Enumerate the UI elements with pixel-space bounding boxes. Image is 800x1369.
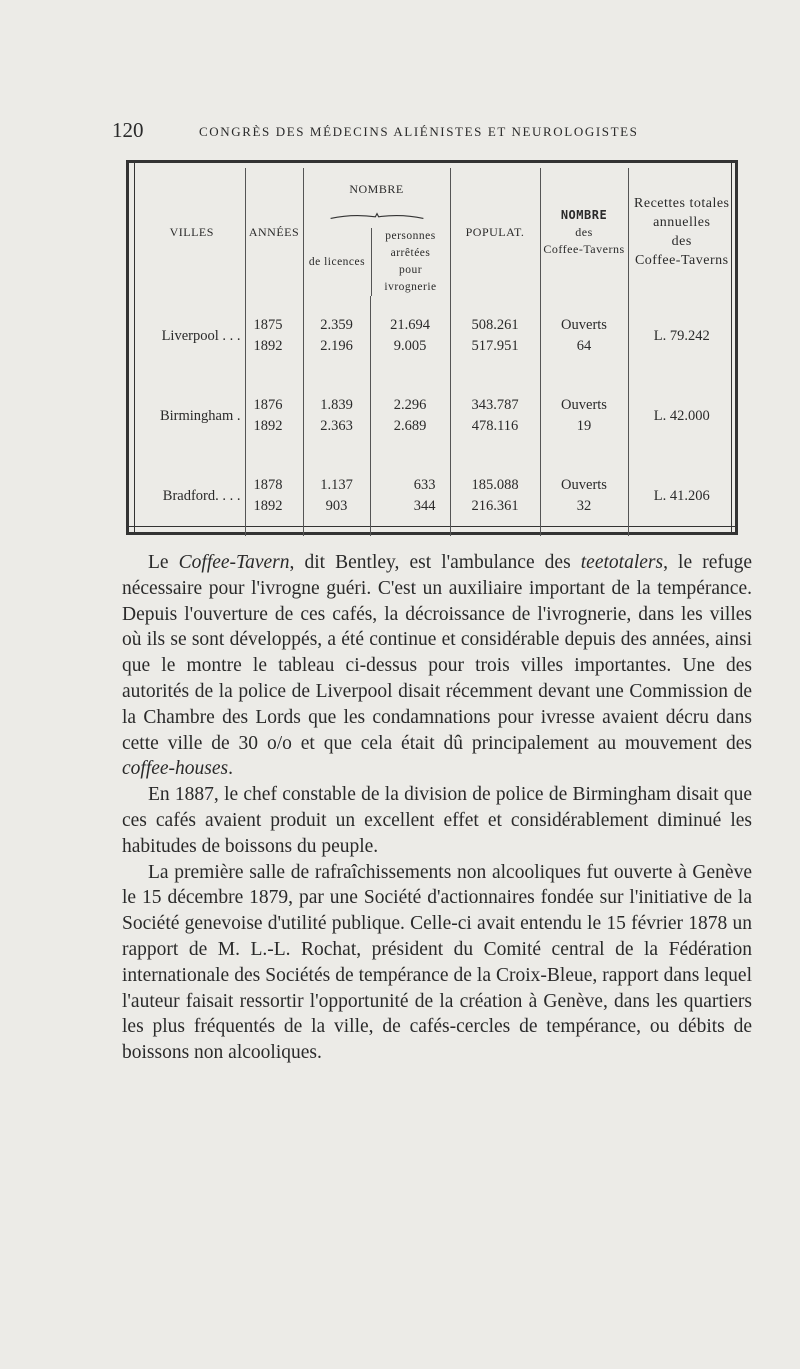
population-value: 517.951: [471, 338, 519, 354]
population-cell: [450, 296, 540, 376]
italic-coffee-tavern: Coffee-Tavern: [178, 552, 290, 573]
population-value: 216.361: [471, 498, 519, 514]
table-row: [139, 456, 735, 536]
taverns-cell: [540, 376, 628, 456]
taverns-cell: [540, 456, 628, 536]
personnes-line-4: ivrognerie: [384, 281, 437, 293]
coffee-count-line-2: des: [575, 224, 593, 239]
receipts-cell: L. 79.242: [628, 296, 735, 376]
text-run: , dit Bentley, est l'ambulance des: [289, 552, 581, 573]
coffee-count-line-1: NOMBRE: [560, 207, 608, 222]
year-value: 1892: [253, 338, 283, 354]
taverns-value: 64: [576, 338, 592, 354]
recettes-line-2: annuelles: [653, 215, 711, 230]
col-header-villes: VILLES: [169, 224, 214, 239]
table-row: [139, 296, 735, 376]
population-value: 478.116: [471, 418, 519, 434]
years-cell: [245, 376, 303, 456]
licences-value: 2.359: [320, 317, 353, 333]
col-header-personnes: [371, 228, 450, 296]
arrests-cell: [370, 296, 450, 376]
taverns-value: Ouverts: [561, 317, 607, 333]
year-value: 1892: [253, 418, 283, 434]
col-header-coffee-count: [540, 168, 628, 296]
arrests-value: 633: [413, 477, 436, 493]
licences-cell: [303, 376, 370, 456]
taverns-value: 19: [576, 418, 592, 434]
personnes-line-1: personnes: [385, 230, 436, 242]
population-cell: [450, 456, 540, 536]
col-header-populat: POPULAT.: [450, 168, 540, 296]
text-run: Le: [148, 552, 179, 573]
licences-value: 903: [325, 498, 348, 514]
italic-teetotalers: teetotalers: [580, 552, 664, 573]
arrests-cell: [370, 456, 450, 536]
page-header: [112, 118, 692, 148]
brace-icon: [317, 212, 437, 220]
city-liverpool: Liverpool . . .: [161, 327, 241, 344]
licences-value: 1.137: [320, 477, 353, 493]
year-value: 1878: [253, 477, 283, 493]
paragraph-3: La première salle de rafraîchissements non alcooliques fut ouverte à Genève le 15 décembre 1879, par une Société d'actionnaires fondée sur l'initiative de la Société genevoise d'utilité publique. Celle-ci avait entendu le 15 février 1878 un rapport de M. L.-L. Rochat, président du Comité central de la Fédération internationale des Sociétés de tempérance de la Croix-Bleue, rapport dans lequel l'auteur faisait ressortir l'opportunité de la création à Genève, dans les quartiers les plus fréquentés de la ville, de cafés-cercles de tempérance, ou débits de boissons non alcooliques.: [122, 861, 752, 1064]
city-bradford: Bradford. . . .: [162, 487, 241, 504]
year-value: 1875: [253, 317, 283, 333]
taverns-value: 32: [576, 498, 592, 514]
arrests-value: 2.296: [393, 397, 427, 413]
col-header-recettes: [628, 168, 735, 296]
years-cell: [245, 296, 303, 376]
col-header-nombre: NOMBRE: [349, 182, 404, 196]
body-text: [122, 550, 752, 1066]
paragraph-2: En 1887, le chef constable de la division de police de Birmingham disait que ces cafés avaient produit un excellent effet et considérablement diminué les habitudes de boissons du peuple.: [122, 784, 752, 857]
page-number: 120: [112, 118, 144, 142]
text-run: .: [228, 758, 234, 780]
recettes-line-4: Coffee-Taverns: [634, 253, 729, 268]
licences-value: 2.363: [320, 418, 353, 434]
taverns-value: Ouverts: [561, 397, 607, 413]
licences-value: 2.196: [320, 338, 353, 354]
italic-coffee-houses: coffee-houses: [122, 758, 229, 780]
receipts-cell: L. 42.000: [628, 376, 735, 456]
col-header-annees: ANNÉES: [245, 168, 303, 296]
table-row: [139, 376, 735, 456]
years-cell: [245, 456, 303, 536]
personnes-line-2: arrêtées: [390, 247, 431, 259]
coffee-count-line-3: Coffee-Taverns: [543, 241, 625, 256]
population-cell: [450, 376, 540, 456]
data-table: [139, 168, 735, 536]
year-value: 1876: [253, 397, 283, 413]
licences-cell: [303, 456, 370, 536]
statistics-table: [126, 160, 738, 535]
receipts-cell: L. 41.206: [628, 456, 735, 536]
population-value: 343.787: [471, 397, 519, 413]
taverns-value: Ouverts: [561, 477, 607, 493]
arrests-value: 9.005: [393, 338, 427, 354]
population-value: 185.088: [471, 477, 519, 493]
table-border-inner-left: [134, 163, 135, 532]
arrests-value: 21.694: [390, 317, 430, 333]
recettes-line-1: Recettes totales: [634, 196, 730, 211]
paragraph-1: [122, 550, 752, 782]
licences-value: 1.839: [320, 397, 353, 413]
running-title: CONGRÈS DES MÉDECINS ALIÉNISTES ET NEUROLOGISTES: [199, 124, 639, 139]
taverns-cell: [540, 296, 628, 376]
col-header-nombre-group: [303, 168, 450, 296]
recettes-line-3: des: [671, 234, 692, 249]
population-value: 508.261: [471, 317, 519, 333]
text-run: , le refuge nécessaire pour l'ivrogne guéri. C'est un auxiliaire important de la tempérance. Depuis l'ouverture de ces cafés, la décroissance de l'ivrognerie, dans les villes où ils se sont développés, a été continue et considérable depuis des années, ainsi que le montre le tableau ci-dessus pour trois villes importantes. Une des autorités de la police de Liverpool disait récemment devant une Commission de la Chambre des Lords que les condamnations pour ivresse avaient décru dans cette ville de 30 o/o et que cela était dû principalement au mouvement des: [122, 552, 752, 754]
arrests-cell: [370, 376, 450, 456]
personnes-line-3: pour: [398, 264, 423, 276]
year-value: 1892: [253, 498, 283, 514]
arrests-value: 344: [413, 498, 436, 514]
arrests-value: 2.689: [393, 418, 427, 434]
city-birmingham: Birmingham .: [159, 407, 241, 424]
col-header-licences: de licences: [308, 255, 366, 268]
licences-cell: [303, 296, 370, 376]
